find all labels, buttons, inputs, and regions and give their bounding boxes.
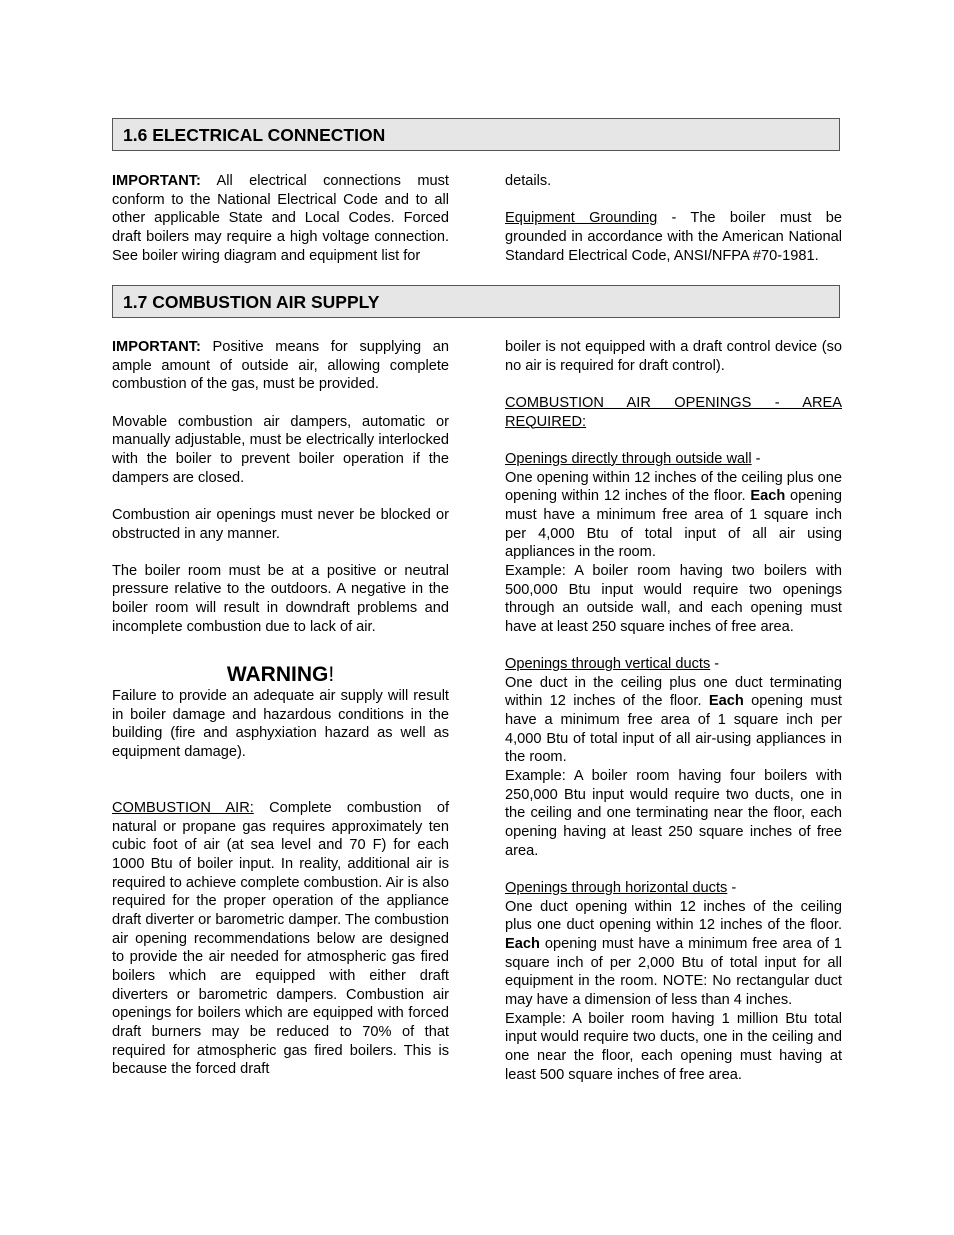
vertical-ducts-example: Example: A boiler room having four boilers with 250,000 Btu input would require two ducts, one in the ceiling and one terminating near the floor, each opening having at least 250 square inches of free area.: [505, 768, 842, 859]
continued-text: details.: [505, 173, 552, 189]
pressure-paragraph: The boiler room must be at a positive or neutral pressure relative to the outdoors. A negative in the boiler room will result in downdraft problems and incomplete combustion due to lack of air.: [112, 562, 449, 635]
area-required-heading-line2: REQUIRED:: [505, 413, 587, 430]
area-required-heading-line1: COMBUSTION AIR OPENINGS - AREA: [505, 394, 842, 411]
section-title: 1.6 ELECTRICAL CONNECTION: [123, 125, 386, 145]
section-header-1-7: [112, 285, 840, 318]
sec16-right-column: [505, 172, 842, 265]
important-paragraph: IMPORTANT: All electrical connections must conform to the National Electrical Code and to all other applicable State and Local Codes. Forced draft boilers may require a high voltage connection. See boiler wiring diagram and equipment list for: [112, 173, 449, 264]
combustion-air-paragraph: COMBUSTION AIR: Complete combustion of natural or propane gas requires approximately ten cubic foot of air (at sea level and 70 F) for each 1000 Btu of boiler input. In reality, additional air is required to achieve complete combustion. Air is also required for the proper operation of the appliance draft diverter or barometric damper. The combustion air opening recommendations below are designed to provide the air needed for atmospheric gas fired boilers which are equipped with either draft diverters or barometric dampers. Combustion air openings for boilers which are equipped with forced draft burners may be reduced to 70% of that required for atmospheric gas fired boilers. This is because the forced draft: [112, 800, 449, 1078]
horizontal-ducts-heading: Openings through horizontal ducts -: [505, 879, 737, 896]
horizontal-ducts-example: Example: A boiler room having 1 million Btu total input would require two ducts, one in the ceiling and one near the floor, each opening must having at least 500 square inches of free area.: [505, 1010, 842, 1083]
sec17-left-column: [112, 338, 449, 1079]
vertical-ducts-heading: Openings through vertical ducts -: [505, 656, 720, 673]
dampers-paragraph: Movable combustion air dampers, automatic or manually adjustable, must be electrically interlocked with the boiler to prevent boiler operation if the dampers are closed.: [112, 413, 449, 486]
section-header-1-6: [112, 118, 840, 151]
grounding-paragraph: Equipment Grounding - The boiler must be grounded in accordance with the American National Standard Electrical Code, ANSI/NFPA #70-1981.: [505, 210, 842, 264]
continued-text: boiler is not equipped with a draft control device (so no air is required for draft control).: [505, 339, 842, 374]
horizontal-ducts-paragraph: One duct opening within 12 inches of the ceiling plus one duct opening within 12 inches of the floor. Each opening must have a minimum free area of 1 square inch of per 2,000 Btu of total input for all equipment in the room. NOTE: No rectangular duct may have a dimension of less than 4 inches.: [505, 898, 842, 1008]
outside-wall-heading: Openings directly through outside wall -: [505, 450, 761, 467]
warning-heading: WARNING!: [226, 663, 335, 687]
vertical-ducts-paragraph: One duct in the ceiling plus one duct terminating within 12 inches of the floor. Each opening must have a minimum free area of 1 square inch per 4,000 Btu of total input of all air-using appliances in the room.: [505, 674, 842, 766]
openings-paragraph: Combustion air openings must never be blocked or obstructed in any manner.: [112, 506, 449, 542]
warning-paragraph: Failure to provide an adequate air supply will result in boiler damage and hazardous conditions in the building (fire and asphyxiation hazard as well as equipment damage).: [112, 688, 449, 761]
sec16-left-column: [112, 172, 449, 265]
sec17-right-column: [505, 338, 842, 1084]
outside-wall-example: Example: A boiler room having two boilers with 500,000 Btu input would require two openings through an outside wall, and each opening must have at least 250 square inches of free area.: [505, 562, 842, 635]
section-title: 1.7 COMBUSTION AIR SUPPLY: [123, 292, 380, 312]
important-paragraph: IMPORTANT: Positive means for supplying an ample amount of outside air, allowing complete combustion of the gas, must be provided.: [112, 339, 449, 393]
outside-wall-paragraph: One opening within 12 inches of the ceiling plus one opening within 12 inches of the floor. Each opening must have a minimum free area of 1 square inch per 4,000 Btu of total input of all air using appliances in the room.: [505, 469, 842, 561]
